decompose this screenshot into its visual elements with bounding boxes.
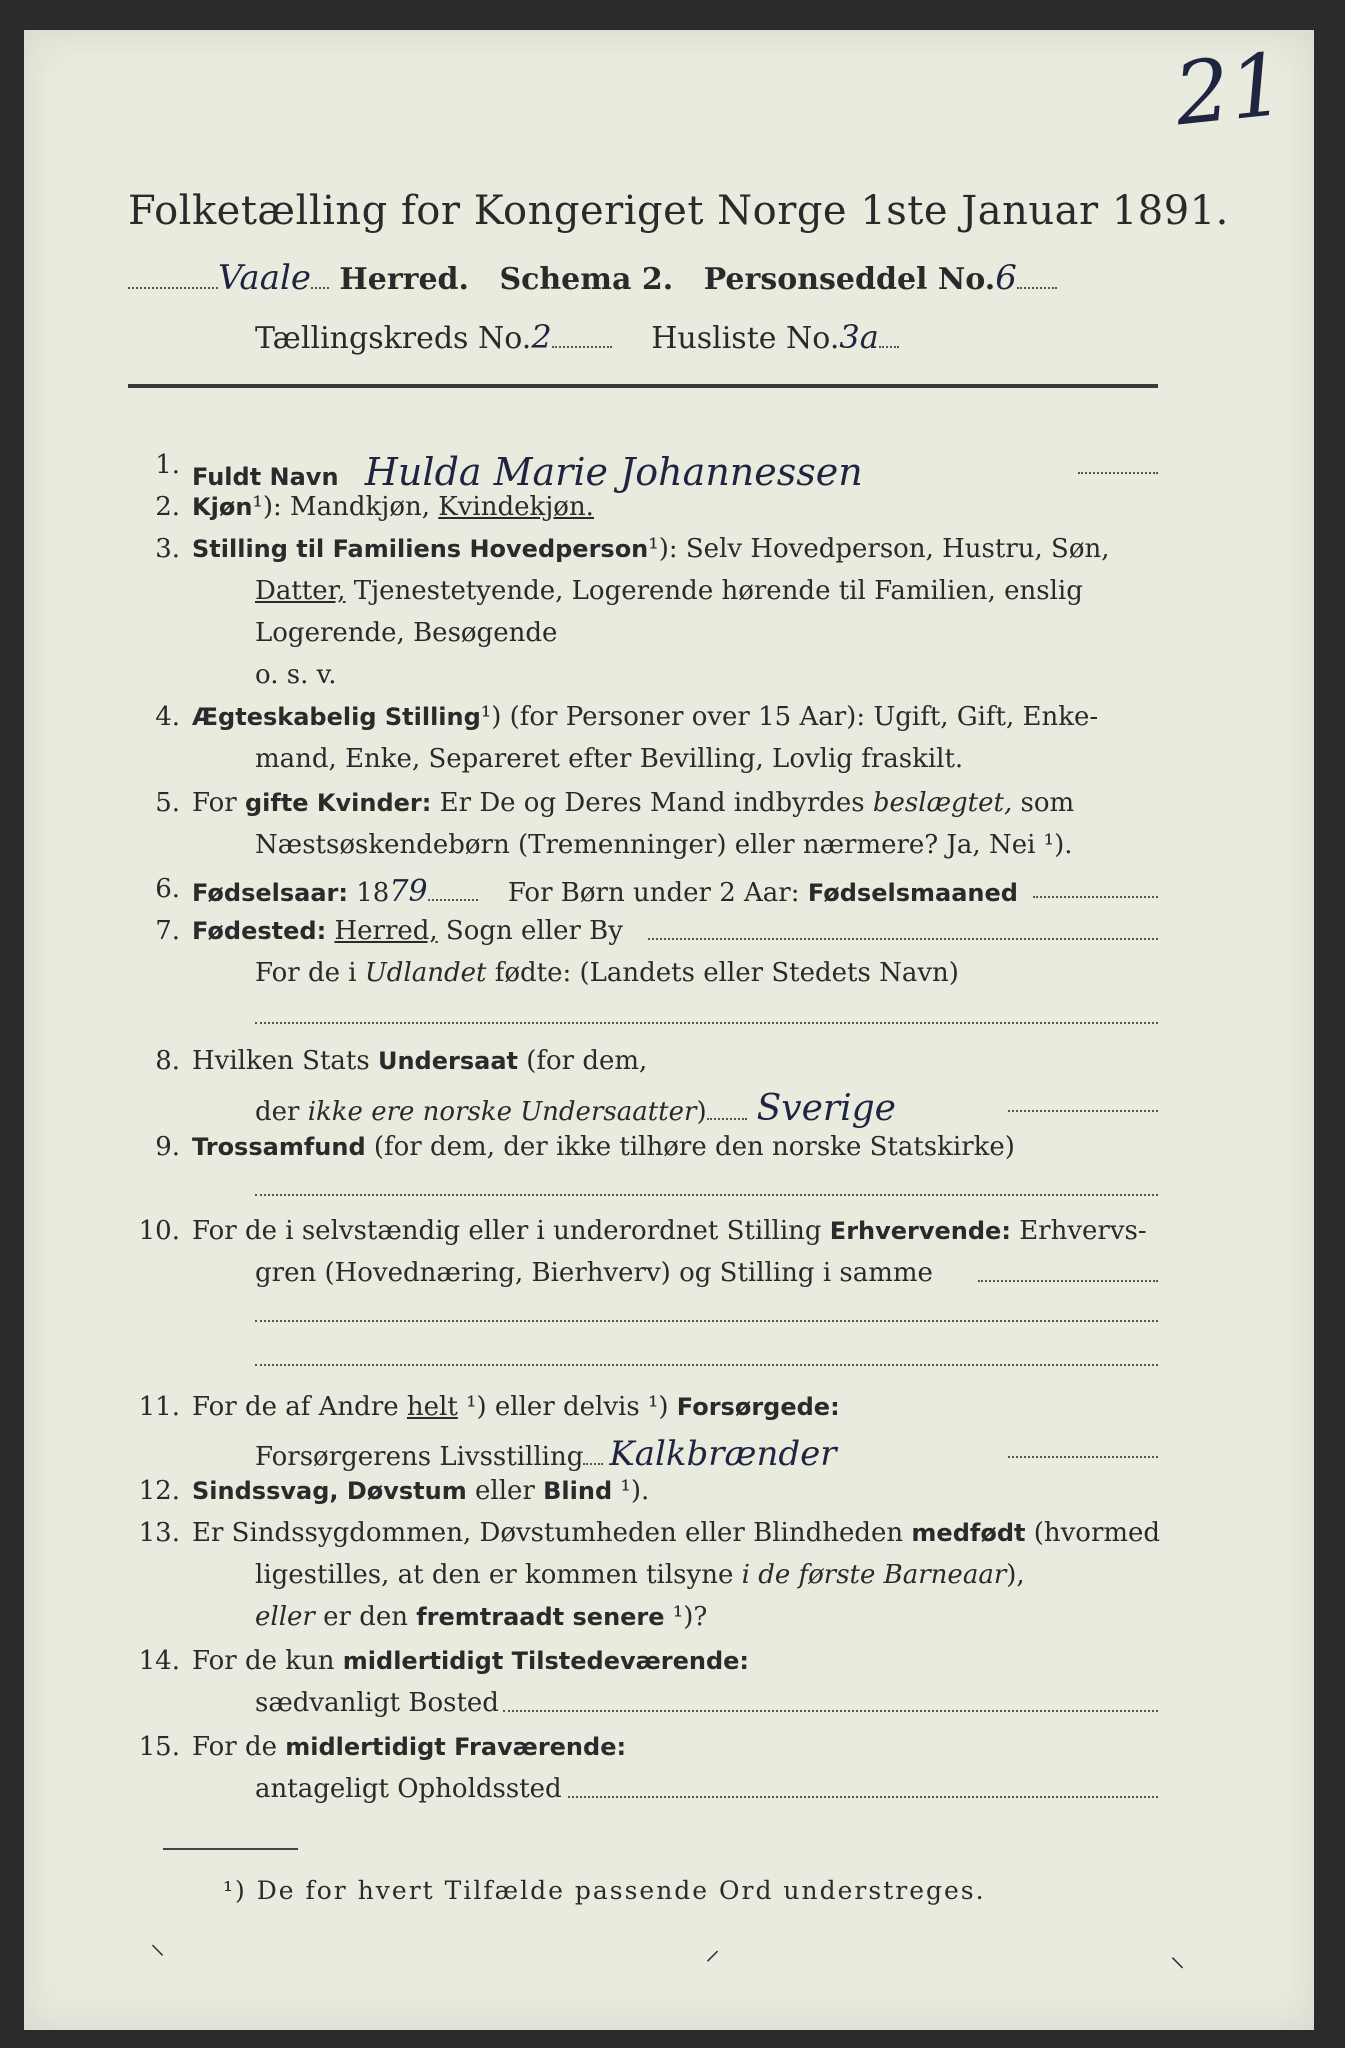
question-text: For de i selvstændig eller i underordnet Stilling	[192, 1216, 830, 1246]
question-4-line-2	[128, 744, 1158, 784]
question-15	[128, 1732, 1158, 1772]
question-14	[128, 1646, 1158, 1686]
question-9	[128, 1132, 1158, 1172]
question-label: fremtraadt senere	[416, 1603, 665, 1631]
dotted-fill	[648, 916, 1158, 940]
answer-dotted-line	[255, 1020, 1158, 1024]
answer-dotted-line	[255, 1318, 1158, 1322]
dotted-fill	[552, 322, 612, 348]
question-text: )	[696, 1097, 707, 1127]
selected-option: helt	[406, 1392, 458, 1422]
question-number: 11.	[138, 1392, 180, 1422]
selected-option: Kvindekjøn.	[438, 492, 594, 522]
question-13-line-3	[128, 1602, 1158, 1642]
question-3	[128, 534, 1158, 574]
question-text: mand, Enke, Separeret efter Bevilling, Lovlig fraskilt.	[255, 744, 964, 774]
kreds-line	[255, 318, 1035, 362]
question-label: Stilling til Familiens Hovedperson	[192, 535, 649, 563]
question-label: Fuldt Navn	[192, 463, 339, 491]
question-text: (hvormed	[1025, 1518, 1161, 1548]
question-label: Undersaat	[377, 1047, 518, 1075]
question-1	[128, 450, 1158, 494]
question-label: Ægteskabelig Stilling	[192, 703, 481, 731]
question-number: 2.	[155, 492, 180, 522]
dotted-fill	[428, 875, 478, 901]
question-text: Hvilken Stats	[192, 1046, 378, 1076]
question-3-line-2	[128, 576, 1158, 616]
question-text: ¹): Selv Hovedperson, Hustru, Søn,	[648, 534, 1110, 564]
question-2	[128, 492, 1158, 532]
question-text: gren (Hovednæring, Bierhverv) og Stilling i samme	[255, 1258, 933, 1288]
question-text: ),	[1006, 1560, 1025, 1590]
question-10	[128, 1216, 1158, 1256]
question-label: gifte Kvinder:	[244, 789, 432, 817]
selected-option: Datter,	[255, 576, 346, 606]
question-label: Sindssvag, Døvstum	[192, 1477, 467, 1505]
question-text: Tjenestetyende, Logerende hørende til Familien, enslig	[345, 576, 1083, 606]
question-text: ¹): Mandkjøn,	[252, 492, 430, 522]
dotted-fill	[503, 1688, 1158, 1712]
question-number: 5.	[155, 788, 180, 818]
question-number: 14.	[138, 1646, 180, 1676]
question-11	[128, 1392, 1158, 1432]
corner-mark: ⸍	[705, 1945, 720, 1980]
question-text: sædvanligt Bosted	[255, 1688, 499, 1718]
corner-mark: ⸌	[150, 1939, 165, 1974]
question-text: Udlandet	[364, 958, 487, 988]
dotted-fill	[583, 1439, 603, 1465]
question-text: beslægtet,	[872, 788, 1013, 818]
question-number: 15.	[138, 1732, 180, 1762]
question-text: Logerende, Besøgende	[255, 618, 558, 648]
question-text: ligestilles, at den er kommen tilsyne	[255, 1560, 742, 1590]
question-13	[128, 1518, 1161, 1558]
dotted-fill	[568, 1774, 1158, 1798]
question-8	[128, 1046, 1158, 1086]
question-label: Fødselsaar:	[192, 879, 348, 907]
question-number: 13.	[138, 1518, 180, 1548]
husliste-label: Husliste No.	[651, 321, 840, 356]
dotted-fill	[1017, 263, 1057, 289]
question-number: 12.	[138, 1476, 180, 1506]
corner-mark: ⸜	[1170, 1939, 1185, 1974]
provider-occupation-handwritten: Kalkbrænder	[609, 1434, 837, 1474]
question-text: (for dem,	[517, 1046, 648, 1076]
question-text: Er De og Deres Mand indbyrdes	[431, 788, 873, 818]
dotted-fill	[978, 1258, 1158, 1282]
question-text: For Børn under 2 Aar:	[507, 878, 800, 908]
question-label: medfødt	[911, 1519, 1026, 1547]
kreds-handwritten: 2	[531, 318, 552, 356]
birth-year-handwritten: 79	[389, 874, 428, 909]
question-text: er den	[314, 1602, 417, 1632]
herred-label: Herred.	[339, 262, 469, 297]
page-number: 21	[1170, 34, 1290, 146]
footnote: ¹) De for hvert Tilfælde passende Ord understreges.	[223, 1876, 986, 1905]
question-number: 1.	[155, 450, 180, 480]
question-text: eller	[466, 1476, 544, 1506]
footnote-rule	[163, 1848, 298, 1850]
question-label: Fødested:	[192, 917, 327, 945]
question-7-line-2	[128, 958, 1158, 998]
dotted-fill	[128, 263, 218, 289]
question-6	[128, 874, 1158, 914]
question-number: 10.	[138, 1216, 180, 1246]
dotted-fill	[311, 263, 329, 289]
question-text: Er Sindssygdommen, Døvstumheden eller Blindheden	[192, 1518, 912, 1548]
question-text: ikke ere norske Undersaatter	[307, 1097, 697, 1127]
question-label: Trossamfund	[192, 1133, 366, 1161]
question-text: For	[192, 788, 245, 818]
question-7	[128, 916, 1158, 956]
name-handwritten: Hulda Marie Johannessen	[364, 450, 863, 494]
question-text: Sogn eller By	[437, 916, 623, 946]
question-15-line-2	[128, 1774, 1158, 1814]
question-12	[128, 1476, 1158, 1516]
question-10-line-2	[128, 1258, 1158, 1298]
question-label: Blind	[543, 1477, 613, 1505]
schema-label: Schema 2.	[499, 262, 674, 297]
question-4	[128, 702, 1158, 742]
question-number: 7.	[155, 916, 180, 946]
kreds-label: Tællingskreds No.	[255, 321, 532, 356]
selected-option: Herred,	[334, 916, 438, 946]
dotted-fill	[1033, 874, 1158, 898]
question-text: o. s. v.	[255, 660, 337, 690]
answer-dotted-line	[255, 1362, 1158, 1366]
question-text: (for dem, der ikke tilhøre den norske Statskirke)	[365, 1132, 1015, 1162]
question-label: Fødselsmaaned	[799, 879, 1018, 907]
question-text: ¹)?	[664, 1602, 708, 1632]
herred-handwritten: Vaale	[218, 258, 311, 298]
personseddel-label: Personseddel No.	[703, 262, 996, 297]
question-text: For de	[192, 1732, 286, 1762]
husliste-handwritten: 3a	[839, 318, 879, 356]
question-label: midlertidigt Tilstedeværende:	[342, 1647, 750, 1675]
question-text: fødte: (Landets eller Stedets Navn)	[486, 958, 959, 988]
question-13-line-2	[128, 1560, 1158, 1600]
question-label: Forsørgede:	[676, 1393, 840, 1421]
question-text: For de i	[255, 958, 365, 988]
question-text: eller	[255, 1602, 315, 1632]
dotted-fill	[1008, 1434, 1158, 1458]
dotted-fill	[879, 322, 899, 348]
question-text: ¹) eller delvis ¹)	[457, 1392, 677, 1422]
question-label: Erhvervende:	[829, 1217, 1011, 1245]
question-text: For de af Andre	[192, 1392, 407, 1422]
question-text: ¹) (for Personer over 15 Aar): Ugift, Gift, Enke-	[480, 702, 1099, 732]
question-text: ¹).	[612, 1476, 650, 1506]
question-8-line-2	[128, 1088, 1158, 1128]
dotted-fill	[1008, 1088, 1158, 1112]
nationality-handwritten: Sverige	[756, 1088, 896, 1129]
question-text: der	[255, 1097, 308, 1127]
question-text: antageligt Opholdssted	[255, 1774, 562, 1804]
question-label: Kjøn	[192, 493, 253, 521]
question-text: Forsørgerens Livsstilling	[255, 1442, 584, 1472]
question-5	[128, 788, 1158, 828]
herred-line	[128, 258, 1158, 302]
question-text: i de første Barneaar	[741, 1560, 1007, 1590]
question-14-line-2	[128, 1688, 1158, 1728]
question-number: 4.	[155, 702, 180, 732]
form-title: Folketælling for Kongeriget Norge 1ste Januar 1891.	[128, 188, 1229, 234]
question-text: Erhvervs-	[1010, 1216, 1147, 1246]
question-11-line-2	[128, 1434, 1158, 1474]
question-text: Næstsøskendebørn (Tremenninger) eller nærmere? Ja, Nei ¹).	[255, 830, 1073, 860]
question-number: 8.	[155, 1046, 180, 1076]
question-number: 9.	[155, 1132, 180, 1162]
header-rule	[128, 384, 1158, 388]
dotted-fill	[707, 1094, 747, 1120]
question-number: 3.	[155, 534, 180, 564]
question-text: som	[1012, 788, 1075, 818]
question-5-line-2	[128, 830, 1158, 870]
question-label: midlertidigt Fraværende:	[285, 1733, 627, 1761]
answer-dotted-line	[255, 1192, 1158, 1196]
question-3-line-3	[128, 618, 1158, 658]
question-text: 18	[348, 878, 390, 908]
dotted-fill	[1078, 450, 1158, 474]
question-number: 6.	[155, 874, 180, 904]
question-3-line-4	[128, 660, 1158, 700]
question-text: For de kun	[192, 1646, 343, 1676]
personseddel-handwritten: 6	[995, 258, 1017, 298]
